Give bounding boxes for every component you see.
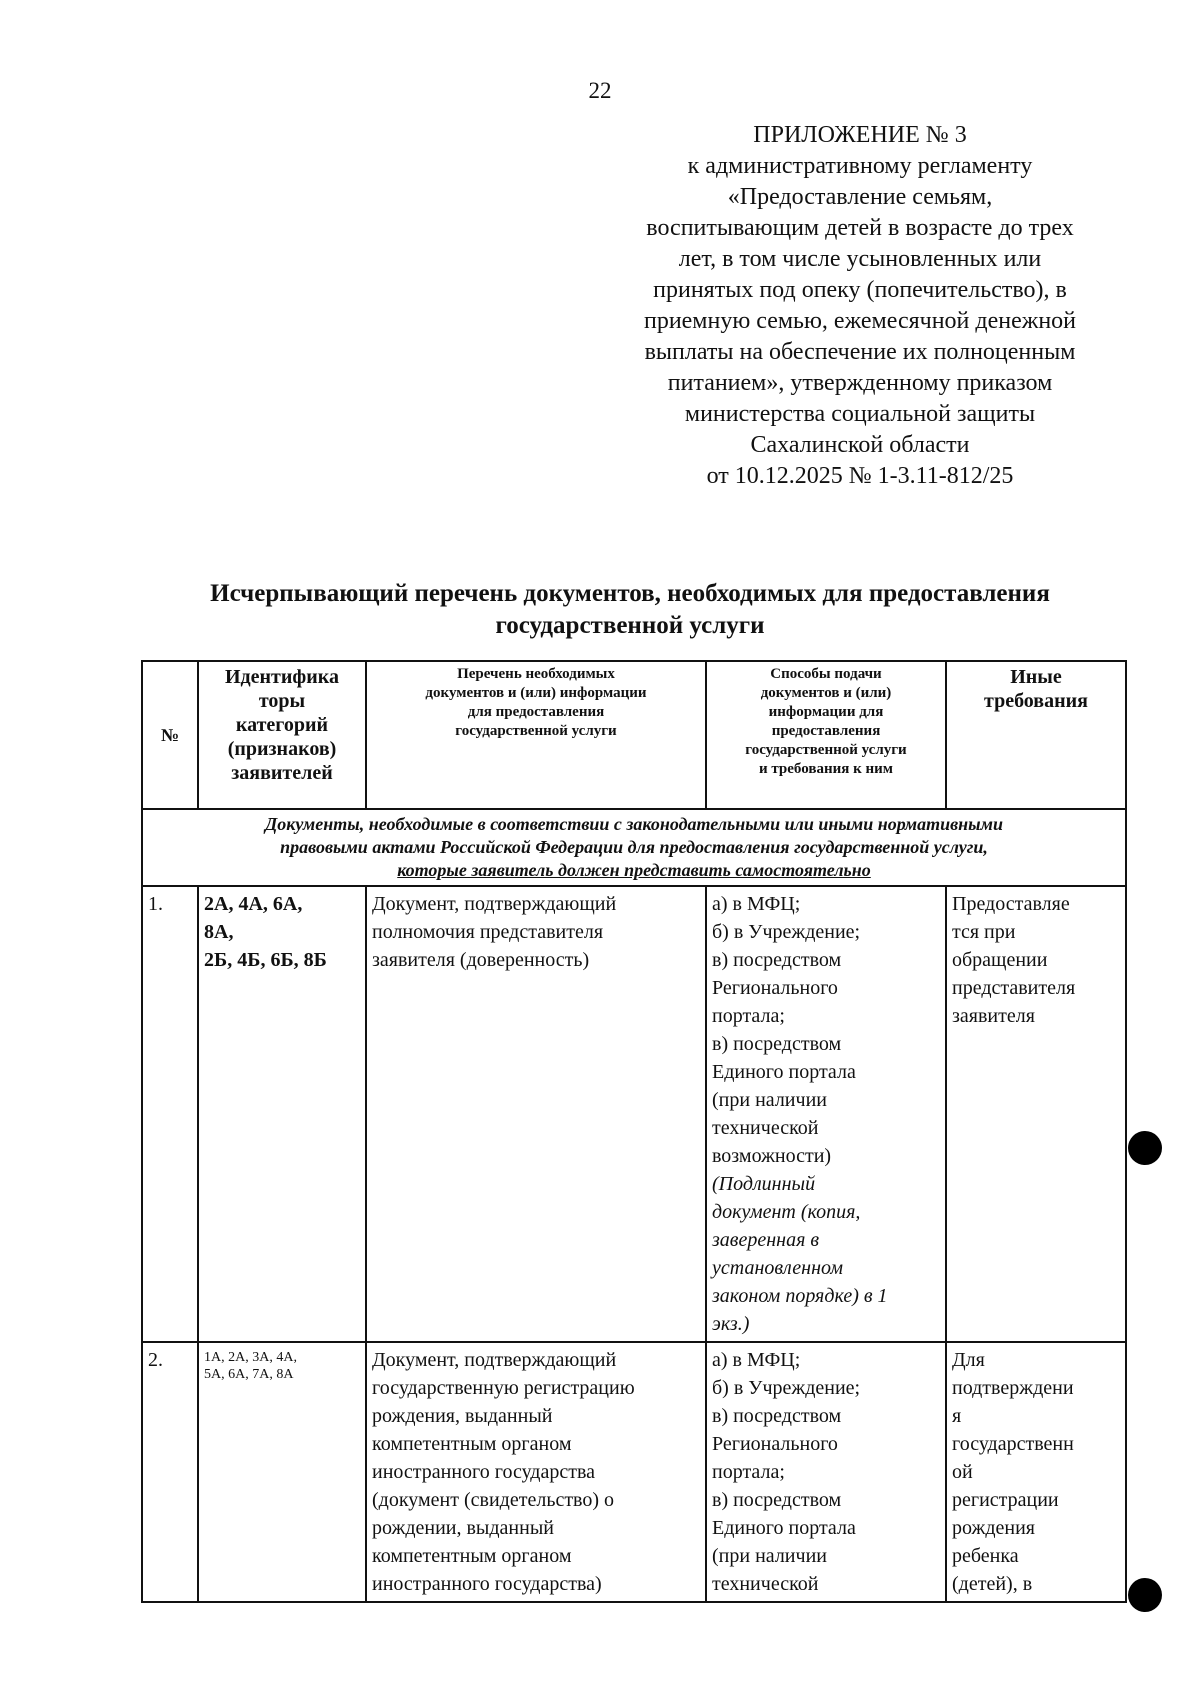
header-submission-methods: [706, 661, 946, 809]
cell-line: рождения: [952, 1517, 1035, 1539]
binder-hole-mark: [1128, 1131, 1162, 1165]
document-title-line: Исчерпывающий перечень документов, необходимых для предоставления: [210, 580, 1050, 607]
cell-line: Способы подачи: [770, 666, 882, 682]
cell-line: я: [952, 1405, 962, 1427]
cell-line: ребенка: [952, 1545, 1019, 1567]
cell-line: обращении: [952, 949, 1048, 971]
cell-line: документов и (или) информации: [425, 685, 647, 701]
table-row: [142, 886, 1126, 1342]
cell-line: (документ (свидетельство) о: [372, 1489, 615, 1511]
cell-line: (при наличии: [712, 1089, 827, 1111]
cell-line: и требования к ним: [758, 761, 894, 777]
header-number: №: [142, 661, 198, 809]
cell-line: Единого портала: [712, 1517, 856, 1539]
cell-line: Перечень необходимых: [457, 666, 615, 682]
header-documents-list: [366, 661, 706, 809]
section-title-line: которые заявитель должен представить самостоятельно: [397, 860, 871, 880]
cell-line: заявителя (доверенность): [372, 949, 590, 971]
cell-line: 2А, 4А, 6А,: [204, 893, 303, 915]
cell-line: Для: [952, 1349, 985, 1371]
cell-line: торы: [258, 690, 306, 712]
cell-line: иностранного государства): [372, 1573, 602, 1595]
section-row: [142, 809, 1126, 886]
cell-line: заявителя: [952, 1005, 1035, 1027]
cell-line: 1А, 2А, 3А, 4А,: [204, 1350, 297, 1365]
appendix-line: выплаты на обеспечение их полноценным: [644, 339, 1076, 365]
cell-line: предоставления: [771, 723, 881, 739]
cell-line: полномочия представителя: [372, 921, 604, 943]
cell-line: государственной услуги: [745, 742, 907, 758]
appendix-line: питанием», утвержденному приказом: [667, 370, 1053, 396]
table-header-row: [142, 661, 1126, 809]
cell-line: рождения, выданный: [372, 1405, 553, 1427]
cell-line: Документ, подтверждающий: [372, 1349, 617, 1371]
cell-line: 8А,: [204, 921, 234, 943]
cell-line: подтверждени: [952, 1377, 1074, 1399]
cell-line: представителя: [952, 977, 1076, 999]
row-documents: [366, 1342, 706, 1602]
cell-line: (детей), в: [952, 1573, 1033, 1595]
cell-line: возможности): [712, 1145, 832, 1167]
binder-hole-mark: [1128, 1578, 1162, 1612]
cell-line: технической: [712, 1117, 819, 1139]
cell-line: Идентифика: [224, 666, 339, 688]
cell-line: требования: [984, 690, 1088, 712]
row-methods: [706, 1342, 946, 1602]
cell-line: (при наличии: [712, 1545, 827, 1567]
appendix-line: принятых под опеку (попечительство), в: [653, 277, 1067, 303]
header-other-requirements: [946, 661, 1126, 809]
section-title: [142, 809, 1126, 886]
cell-line: иностранного государства: [372, 1461, 596, 1483]
document-title-line: государственной услуги: [495, 612, 765, 639]
cell-line: в) посредством: [712, 1489, 842, 1511]
methods-note: [712, 1170, 940, 1338]
table-row: [142, 1342, 1126, 1602]
cell-line: Иные: [1010, 666, 1062, 688]
cell-line: информации для: [768, 704, 884, 720]
cell-line: ой: [952, 1461, 973, 1483]
row-number: 1.: [142, 886, 198, 1342]
row-other-requirements: [946, 886, 1126, 1342]
cell-line: технической: [712, 1573, 819, 1595]
cell-line: государственн: [952, 1433, 1074, 1455]
cell-line: Единого портала: [712, 1061, 856, 1083]
cell-line: Регионального: [712, 977, 838, 999]
appendix-line: лет, в том числе усыновленных или: [678, 246, 1042, 272]
cell-line: в) посредством: [712, 949, 842, 971]
cell-line: б) в Учреждение;: [712, 1377, 861, 1399]
cell-line: портала;: [712, 1005, 785, 1027]
cell-line: государственной услуги: [455, 723, 617, 739]
appendix-line: министерства социальной защиты: [684, 401, 1036, 427]
cell-line: законом порядке) в 1: [712, 1285, 888, 1307]
cell-line: в) посредством: [712, 1033, 842, 1055]
cell-line: для предоставления: [467, 704, 605, 720]
row-documents: [366, 886, 706, 1342]
cell-line: (Подлинный: [712, 1173, 816, 1195]
methods-list: [712, 890, 940, 1170]
document-title: [140, 578, 1120, 642]
cell-line: 2Б, 4Б, 6Б, 8Б: [204, 949, 327, 971]
appendix-line: от 10.12.2025 № 1-3.11-812/25: [706, 463, 1014, 489]
page-number: 22: [588, 78, 612, 103]
cell-line: заверенная в: [712, 1229, 820, 1251]
cell-line: тся при: [952, 921, 1016, 943]
row-number: 2.: [142, 1342, 198, 1602]
cell-line: компетентным органом: [372, 1433, 572, 1455]
cell-line: категорий: [235, 714, 329, 736]
cell-line: государственную регистрацию: [372, 1377, 635, 1399]
cell-line: а) в МФЦ;: [712, 1349, 801, 1371]
cell-line: заявителей: [231, 762, 333, 784]
header-applicant-ids: [198, 661, 366, 809]
cell-line: установленном: [712, 1257, 843, 1279]
cell-line: портала;: [712, 1461, 785, 1483]
row-other-requirements: [946, 1342, 1126, 1602]
row-applicant-ids: [198, 886, 366, 1342]
cell-line: Регионального: [712, 1433, 838, 1455]
cell-line: рождении, выданный: [372, 1517, 554, 1539]
appendix-line: приемную семью, ежемесячной денежной: [643, 308, 1077, 334]
cell-line: документ (копия,: [712, 1201, 861, 1223]
cell-line: (признаков): [227, 738, 337, 760]
section-title-line: правовыми актами Российской Федерации для предоставления государственной услуги,: [280, 837, 988, 857]
cell-line: а) в МФЦ;: [712, 893, 801, 915]
appendix-line: воспитывающим детей в возрасте до трех: [646, 215, 1074, 241]
appendix-line: «Предоставление семьям,: [727, 184, 993, 210]
appendix-header: [600, 120, 1120, 492]
cell-line: регистрации: [952, 1489, 1059, 1511]
cell-line: 5А, 6А, 7А, 8А: [204, 1367, 294, 1382]
cell-line: компетентным органом: [372, 1545, 572, 1567]
appendix-line: ПРИЛОЖЕНИЕ № 3: [753, 122, 967, 148]
cell-line: в) посредством: [712, 1405, 842, 1427]
documents-table: [141, 660, 1127, 1603]
row-applicant-ids: [198, 1342, 366, 1602]
appendix-line: к административному регламенту: [687, 153, 1033, 179]
cell-line: Документ, подтверждающий: [372, 893, 617, 915]
appendix-line: Сахалинской области: [750, 432, 970, 458]
cell-line: документов и (или): [760, 685, 892, 701]
cell-line: б) в Учреждение;: [712, 921, 861, 943]
cell-line: Предоставляе: [952, 893, 1070, 915]
section-title-line: Документы, необходимые в соответствии с законодательными или иными нормативными: [264, 814, 1004, 834]
cell-line: экз.): [712, 1313, 750, 1335]
row-methods: [706, 886, 946, 1342]
